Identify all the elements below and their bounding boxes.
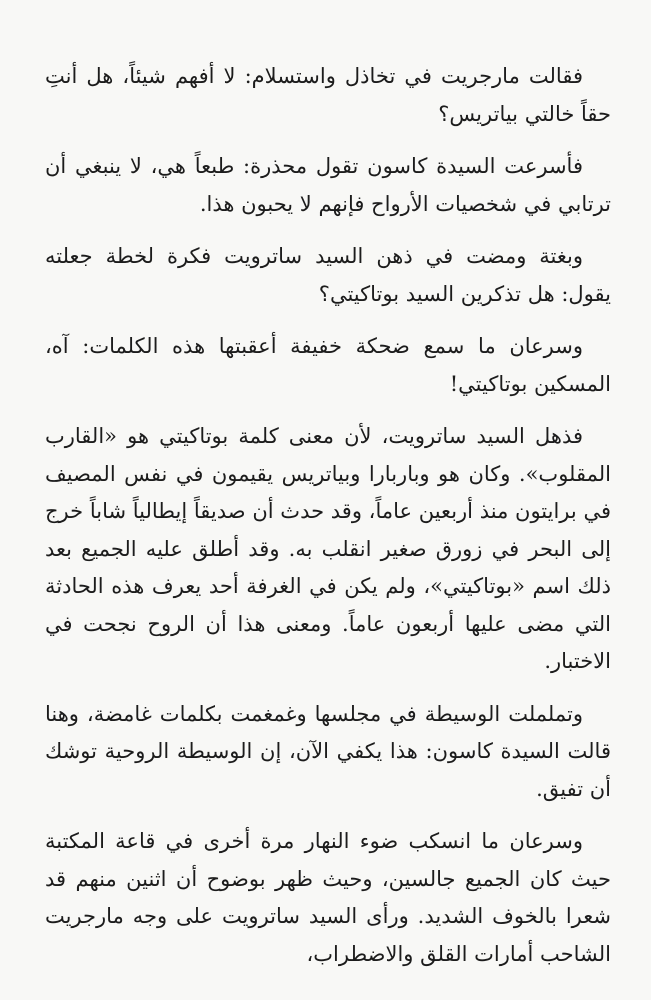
paragraph-3: وبغتة ومضت في ذهن السيد ساترويت فكرة لخطة جعلته يقول: هل تذكرين السيد بوتاكيتي؟ [45,244,611,306]
paragraph-4: وسرعان ما سمع ضحكة خفيفة أعقبتها هذه الكلمات: آه، المسكين بوتاكيتي! [45,334,611,396]
paragraph-1: فقالت مارجريت في تخاذل واستسلام: لا أفهم شيئاً، هل أنتِ حقاً خالتي بياتريس؟ [45,64,611,126]
paragraph-7: وسرعان ما انسكب ضوء النهار مرة أخرى في قاعة المكتبة حيث كان الجميع جالسين، وحيث ظهر بوضوح أن اثنين منهم قد شعرا بالخوف الشديد. ورأى السيد ساترويت على وجه مارجريت الشاحب أمارات القلق والاضطراب، [45,829,612,966]
book-page-text [45,58,611,988]
paragraph-2: فأسرعت السيدة كاسون تقول محذرة: طبعاً هي، لا ينبغي أن ترتابي في شخصيات الأرواح فإنهم لا يحبون هذا. [45,154,611,216]
paragraph-5: فذهل السيد ساترويت، لأن معنى كلمة بوتاكيتي هو «القارب المقلوب». وكان هو وباربارا وبياتريس يقيمون في نفس المصيف في برايتون منذ أربعين عاماً، وقد حدث أن صديقاً إيطالياً شاباً خرج إلى البحر في زورق صغير انقلب به. وقد أطلق عليه الجميع بعد ذلك اسم «بوتاكيتي»، ولم يكن في الغرفة أحد يعرف هذه الحادثة التي مضى عليها أربعون عاماً. ومعنى هذا أن الروح نجحت في الاختبار. [45,424,611,673]
paragraph-6: وتململت الوسيطة في مجلسها وغمغمت بكلمات غامضة، وهنا قالت السيدة كاسون: هذا يكفي الآن، إن الوسيطة الروحية توشك أن تفيق. [45,701,611,801]
